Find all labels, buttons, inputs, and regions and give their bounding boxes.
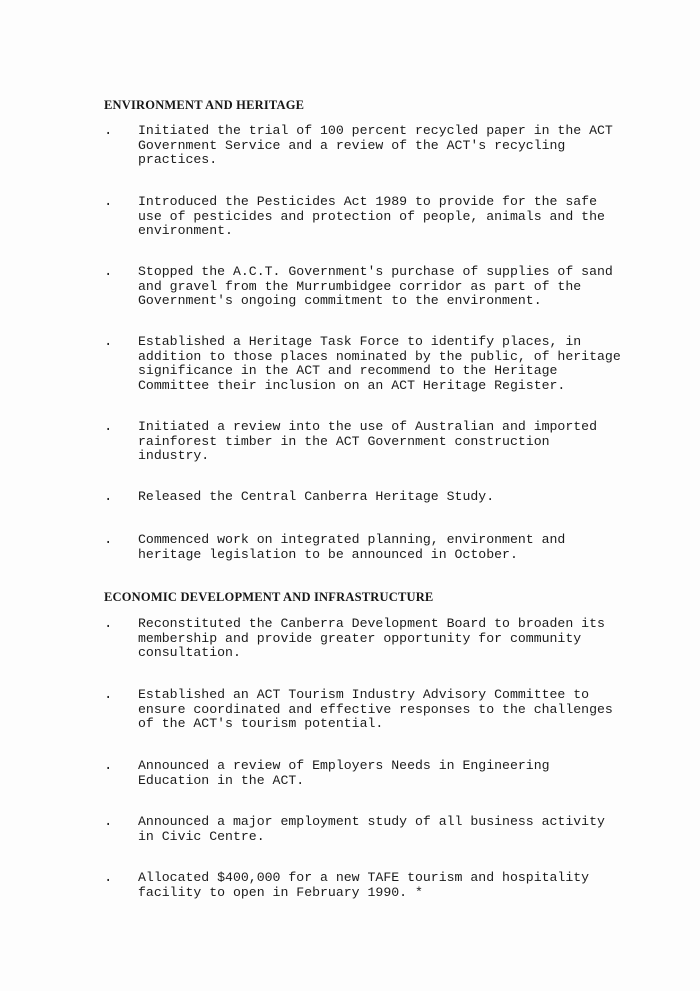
section-heading-economic: ECONOMIC DEVELOPMENT AND INFRASTRUCTURE	[104, 590, 434, 604]
item-line: practices.	[138, 152, 218, 167]
item-line: use of pesticides and protection of people, animals and the	[138, 208, 605, 224]
item-line: Initiated a review into the use of Australian and imported	[138, 419, 597, 434]
bullet-marker: .	[104, 870, 113, 886]
section-heading-environment: ENVIRONMENT AND HERITAGE	[104, 98, 305, 112]
bullet-marker: .	[104, 814, 113, 830]
item-line: industry.	[138, 448, 210, 463]
item-text	[138, 688, 613, 732]
item-line: facility to open in February 1990. *	[138, 884, 423, 900]
bullet-marker: .	[104, 419, 113, 435]
item-line: heritage legislation to be announced in October.	[138, 546, 518, 562]
item-line: ensure coordinated and effective responses to the challenges	[138, 701, 613, 717]
item-line: of the ACT's tourism potential.	[138, 716, 384, 731]
item-text	[138, 124, 613, 168]
item-line: addition to those places nominated by the public, of heritage	[138, 348, 621, 364]
item-text	[138, 759, 550, 788]
bullet-marker: .	[104, 194, 113, 210]
item-line: Initiated the trial of 100 percent recycled paper in the ACT	[138, 123, 613, 138]
item-line: consultation.	[138, 645, 241, 660]
item-line: Stopped the A.C.T. Government's purchase of supplies of sand	[138, 264, 613, 279]
bullet-marker: .	[104, 264, 113, 280]
bullet-marker: .	[104, 489, 113, 505]
bullet-marker: .	[104, 616, 113, 632]
item-text	[138, 617, 605, 661]
bullet-marker: .	[104, 758, 113, 774]
item-line: rainforest timber in the ACT Government construction	[138, 433, 550, 449]
item-text	[138, 871, 589, 900]
item-text	[138, 490, 494, 505]
bullet-marker: .	[104, 532, 113, 548]
item-line: and gravel from the Murrumbidgee corridor as part of the	[138, 278, 582, 294]
bullet-marker: .	[104, 123, 113, 139]
item-line: Announced a review of Employers Needs in Engineering	[138, 758, 550, 773]
item-line: Introduced the Pesticides Act 1989 to provide for the safe	[138, 194, 597, 209]
item-line: significance in the ACT and recommend to the Heritage	[138, 363, 558, 378]
bullet-marker: .	[104, 687, 113, 703]
item-line: Commenced work on integrated planning, environment and	[138, 532, 566, 547]
item-line: Established a Heritage Task Force to identify places, in	[138, 334, 582, 349]
item-text	[138, 195, 605, 239]
item-line: membership and provide greater opportunity for community	[138, 630, 582, 646]
item-line: Government Service and a review of the ACT's recycling	[138, 137, 566, 153]
item-line: in Civic Centre.	[138, 828, 265, 844]
item-line: Reconstituted the Canberra Development Board to broaden its	[138, 616, 605, 631]
item-line: Announced a major employment study of all business activity	[138, 814, 605, 829]
item-line: Allocated $400,000 for a new TAFE tourism and hospitality	[138, 870, 590, 885]
item-line: Government's ongoing commitment to the environment.	[138, 293, 542, 308]
item-text	[138, 420, 597, 464]
item-text	[138, 335, 621, 393]
item-line: Committee their inclusion on an ACT Heritage Register.	[138, 377, 566, 393]
item-text	[138, 265, 613, 309]
item-text	[138, 815, 605, 844]
bullet-marker: .	[104, 334, 113, 350]
item-line: Released the Central Canberra Heritage Study.	[138, 489, 495, 504]
item-text	[138, 533, 565, 562]
item-line: Education in the ACT.	[138, 772, 305, 788]
item-line: Established an ACT Tourism Industry Advisory Committee to	[138, 687, 590, 702]
item-line: environment.	[138, 223, 233, 238]
